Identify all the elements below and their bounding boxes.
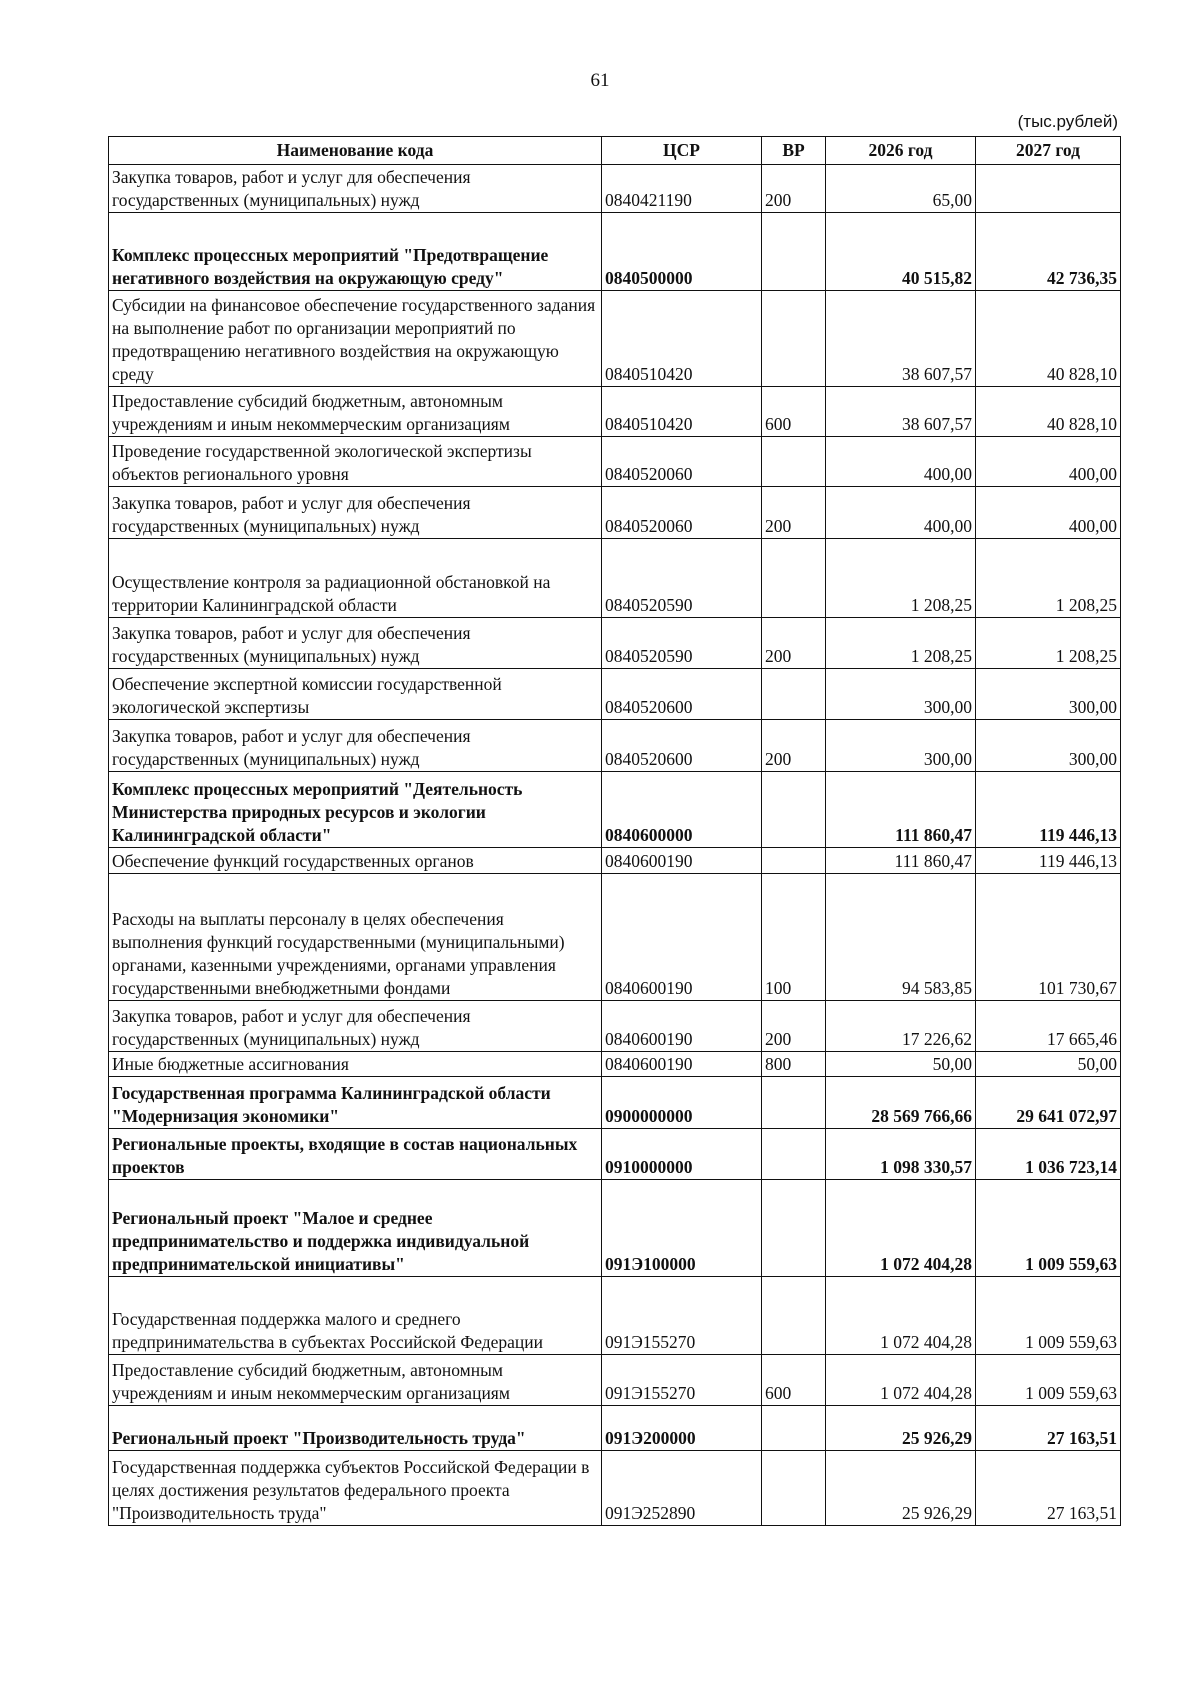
row-2027: 119 446,13 [976, 772, 1121, 848]
row-vr [762, 437, 826, 487]
row-csr: 0840520600 [602, 720, 762, 772]
row-vr: 200 [762, 165, 826, 213]
row-name: Региональные проекты, входящие в состав национальных проектов [109, 1129, 602, 1180]
row-vr [762, 213, 826, 291]
row-csr: 091Э252890 [602, 1451, 762, 1526]
row-2027: 1 208,25 [976, 618, 1121, 669]
table-row [109, 874, 1121, 1001]
row-csr: 0900000000 [602, 1077, 762, 1129]
row-name: Предоставление субсидий бюджетным, автономным учреждениям и иным некоммерческим организациям [109, 387, 602, 437]
row-2027: 400,00 [976, 437, 1121, 487]
row-vr [762, 772, 826, 848]
table-row [109, 1180, 1121, 1277]
header-2026: 2026 год [826, 137, 976, 165]
row-name: Закупка товаров, работ и услуг для обеспечения государственных (муниципальных) нужд [109, 720, 602, 772]
row-csr: 0840520590 [602, 539, 762, 618]
row-csr: 0840421190 [602, 165, 762, 213]
row-name: Предоставление субсидий бюджетным, автономным учреждениям и иным некоммерческим организациям [109, 1355, 602, 1406]
row-2026: 25 926,29 [826, 1451, 976, 1526]
row-csr: 0840600190 [602, 1052, 762, 1077]
row-2027: 50,00 [976, 1052, 1121, 1077]
row-vr [762, 1180, 826, 1277]
row-2026: 28 569 766,66 [826, 1077, 976, 1129]
row-csr: 0840600000 [602, 772, 762, 848]
header-2027: 2027 год [976, 137, 1121, 165]
row-name: Государственная поддержка субъектов Российской Федерации в целях достижения результатов федерального проекта "Производительность труда" [109, 1451, 602, 1526]
row-name: Государственная поддержка малого и среднего предпринимательства в субъектах Российской Федерации [109, 1277, 602, 1355]
row-2026: 38 607,57 [826, 387, 976, 437]
header-csr: ЦСР [602, 137, 762, 165]
row-vr: 200 [762, 720, 826, 772]
row-name: Закупка товаров, работ и услуг для обеспечения государственных (муниципальных) нужд [109, 165, 602, 213]
table-row [109, 539, 1121, 618]
row-csr: 0840510420 [602, 387, 762, 437]
row-vr [762, 1277, 826, 1355]
table-row [109, 487, 1121, 539]
table-header-row [109, 137, 1121, 165]
row-csr: 0840520060 [602, 487, 762, 539]
table-row [109, 772, 1121, 848]
row-name: Субсидии на финансовое обеспечение государственного задания на выполнение работ по организации мероприятий по предотвращению негативного воздействия на окружающую среду [109, 291, 602, 387]
row-name: Обеспечение функций государственных органов [109, 848, 602, 874]
row-2027: 40 828,10 [976, 387, 1121, 437]
row-csr: 0840600190 [602, 1001, 762, 1052]
table-row [109, 1277, 1121, 1355]
row-name: Комплекс процессных мероприятий "Деятельность Министерства природных ресурсов и экологии Калининградской области" [109, 772, 602, 848]
row-2027: 119 446,13 [976, 848, 1121, 874]
row-2026: 50,00 [826, 1052, 976, 1077]
row-name: Государственная программа Калининградской области "Модернизация экономики" [109, 1077, 602, 1129]
table-row [109, 1451, 1121, 1526]
table-row [109, 1129, 1121, 1180]
table-row [109, 618, 1121, 669]
row-name: Расходы на выплаты персоналу в целях обеспечения выполнения функций государственными (муниципальными) органами, казенными учреждениями, органами управления государственными внебюджетными фондами [109, 874, 602, 1001]
row-2027: 29 641 072,97 [976, 1077, 1121, 1129]
budget-table [108, 136, 1121, 1526]
row-name: Обеспечение экспертной комиссии государственной экологической экспертизы [109, 669, 602, 720]
row-2026: 94 583,85 [826, 874, 976, 1001]
row-csr: 0840600190 [602, 848, 762, 874]
row-vr: 200 [762, 487, 826, 539]
row-2027: 27 163,51 [976, 1451, 1121, 1526]
row-name: Закупка товаров, работ и услуг для обеспечения государственных (муниципальных) нужд [109, 487, 602, 539]
row-2027: 27 163,51 [976, 1406, 1121, 1451]
row-2027: 400,00 [976, 487, 1121, 539]
row-csr: 0840600190 [602, 874, 762, 1001]
row-vr [762, 669, 826, 720]
row-2027: 300,00 [976, 720, 1121, 772]
row-vr: 800 [762, 1052, 826, 1077]
table-row [109, 1052, 1121, 1077]
table-row [109, 848, 1121, 874]
row-csr: 091Э200000 [602, 1406, 762, 1451]
row-2026: 300,00 [826, 669, 976, 720]
row-2026: 1 072 404,28 [826, 1180, 976, 1277]
row-2027: 1 036 723,14 [976, 1129, 1121, 1180]
row-vr [762, 1129, 826, 1180]
row-2026: 65,00 [826, 165, 976, 213]
row-2026: 1 072 404,28 [826, 1277, 976, 1355]
row-name: Иные бюджетные ассигнования [109, 1052, 602, 1077]
row-2026: 400,00 [826, 487, 976, 539]
row-csr: 0840500000 [602, 213, 762, 291]
row-name: Комплекс процессных мероприятий "Предотвращение негативного воздействия на окружающую среду" [109, 213, 602, 291]
row-name: Закупка товаров, работ и услуг для обеспечения государственных (муниципальных) нужд [109, 1001, 602, 1052]
row-vr: 600 [762, 1355, 826, 1406]
row-2026: 1 098 330,57 [826, 1129, 976, 1180]
row-vr: 600 [762, 387, 826, 437]
table-row [109, 1406, 1121, 1451]
row-2027: 1 009 559,63 [976, 1277, 1121, 1355]
row-2026: 17 226,62 [826, 1001, 976, 1052]
row-vr [762, 1451, 826, 1526]
row-2026: 1 208,25 [826, 539, 976, 618]
row-csr: 0910000000 [602, 1129, 762, 1180]
row-vr [762, 848, 826, 874]
row-name: Проведение государственной экологической экспертизы объектов регионального уровня [109, 437, 602, 487]
row-name: Региональный проект "Производительность труда" [109, 1406, 602, 1451]
row-2026: 25 926,29 [826, 1406, 976, 1451]
row-2026: 38 607,57 [826, 291, 976, 387]
row-2026: 111 860,47 [826, 848, 976, 874]
row-csr: 0840510420 [602, 291, 762, 387]
row-2027: 101 730,67 [976, 874, 1121, 1001]
row-csr: 0840520590 [602, 618, 762, 669]
row-csr: 091Э155270 [602, 1277, 762, 1355]
row-vr [762, 291, 826, 387]
row-2027: 40 828,10 [976, 291, 1121, 387]
row-vr: 100 [762, 874, 826, 1001]
row-vr [762, 539, 826, 618]
table-row [109, 291, 1121, 387]
row-2027: 17 665,46 [976, 1001, 1121, 1052]
row-vr [762, 1406, 826, 1451]
table-row [109, 1355, 1121, 1406]
row-name: Закупка товаров, работ и услуг для обеспечения государственных (муниципальных) нужд [109, 618, 602, 669]
table-row [109, 165, 1121, 213]
table-row [109, 1077, 1121, 1129]
table-row [109, 437, 1121, 487]
page-number: 61 [590, 70, 610, 91]
row-vr [762, 1077, 826, 1129]
row-2026: 300,00 [826, 720, 976, 772]
row-2026: 1 208,25 [826, 618, 976, 669]
row-csr: 091Э100000 [602, 1180, 762, 1277]
row-csr: 091Э155270 [602, 1355, 762, 1406]
row-2027: 1 009 559,63 [976, 1180, 1121, 1277]
table-row [109, 387, 1121, 437]
table-row [109, 1001, 1121, 1052]
row-2027: 42 736,35 [976, 213, 1121, 291]
row-2026: 40 515,82 [826, 213, 976, 291]
row-2027: 1 208,25 [976, 539, 1121, 618]
header-vr: ВР [762, 137, 826, 165]
row-2026: 111 860,47 [826, 772, 976, 848]
row-name: Региональный проект "Малое и среднее предпринимательство и поддержка индивидуальной предпринимательской инициативы" [109, 1180, 602, 1277]
row-2026: 400,00 [826, 437, 976, 487]
row-2026: 1 072 404,28 [826, 1355, 976, 1406]
table-row [109, 669, 1121, 720]
row-csr: 0840520060 [602, 437, 762, 487]
row-vr: 200 [762, 1001, 826, 1052]
units-label: (тыс.рублей) [1017, 112, 1118, 131]
row-2027: 300,00 [976, 669, 1121, 720]
row-name: Осуществление контроля за радиационной обстановкой на территории Калининградской области [109, 539, 602, 618]
table-row [109, 720, 1121, 772]
row-2027: 1 009 559,63 [976, 1355, 1121, 1406]
row-2027 [976, 165, 1121, 213]
table-row [109, 213, 1121, 291]
row-csr: 0840520600 [602, 669, 762, 720]
row-vr: 200 [762, 618, 826, 669]
header-name: Наименование кода [109, 137, 602, 165]
